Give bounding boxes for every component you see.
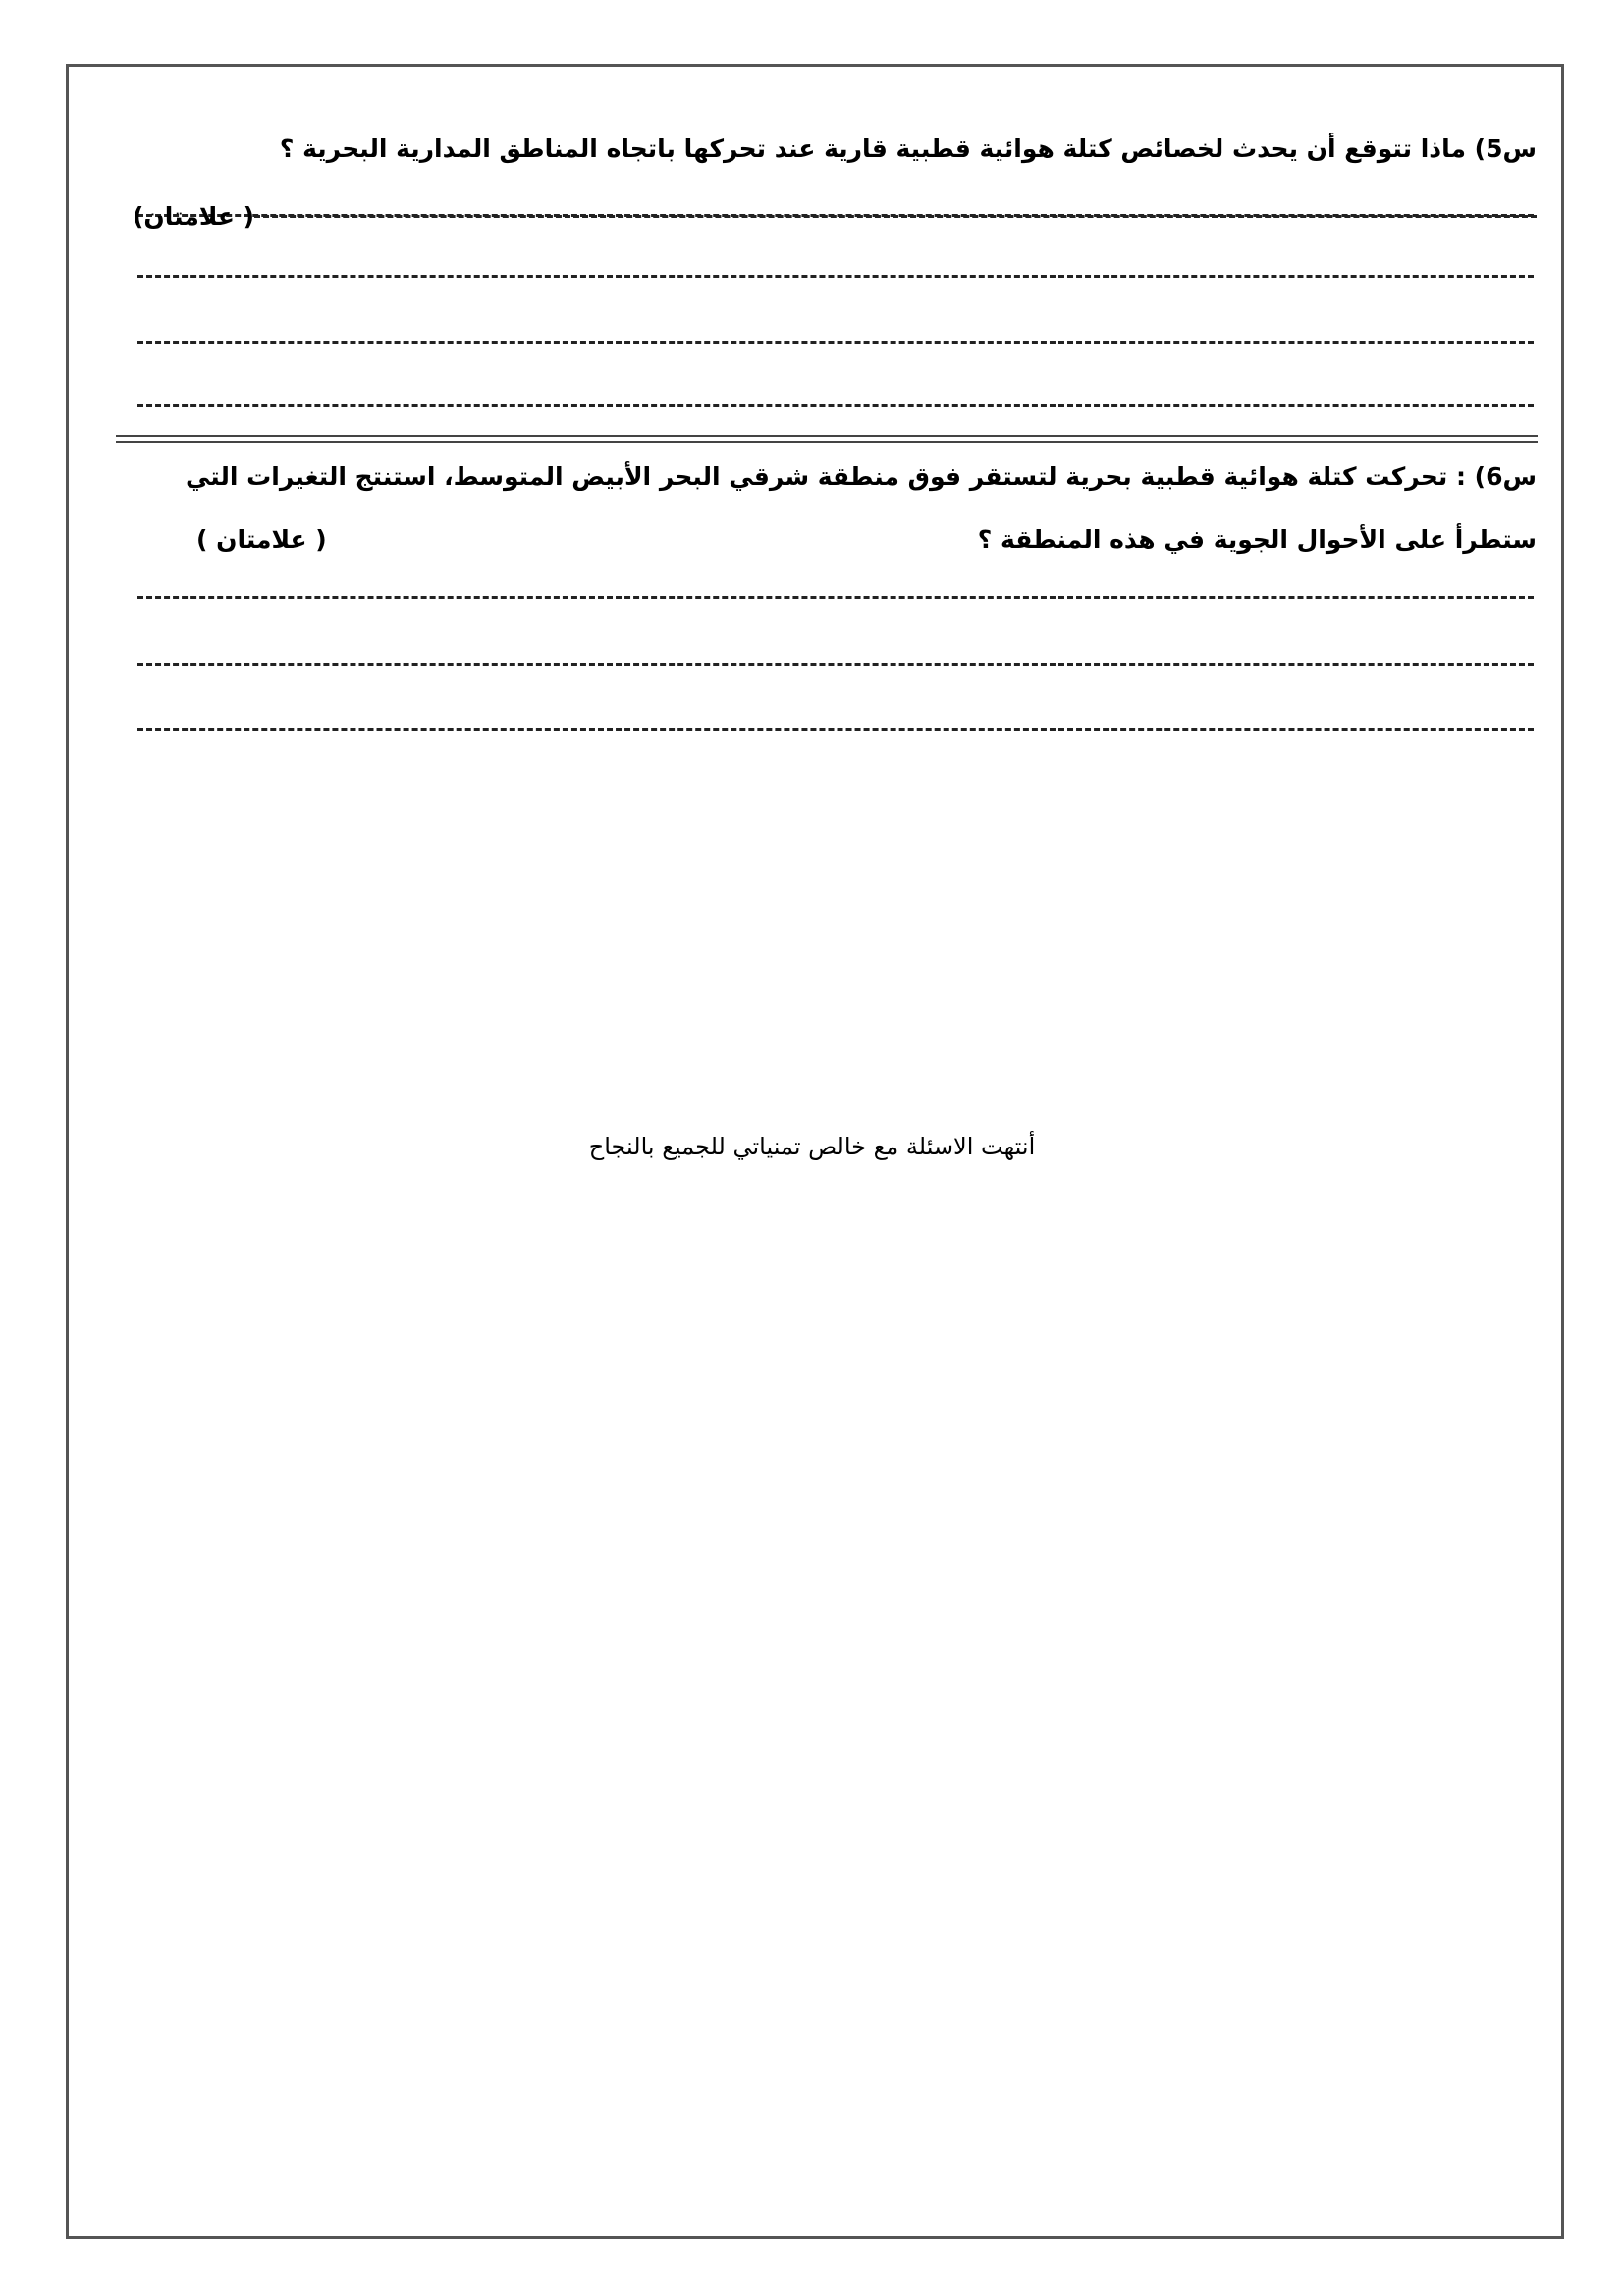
question-6-text-line-2: [196, 520, 1537, 560]
answer-line-5-1: [254, 215, 1537, 218]
section-separator: [116, 435, 1538, 437]
section-separator-secondary: [116, 441, 1538, 443]
question-6-line-2: ستطرأ على الأحوال الجوية في هذه المنطقة ؟: [977, 525, 1537, 554]
closing-message: أنتهت الاسئلة مع خالص تمنياتي للجميع بالنجاح: [588, 1133, 1036, 1160]
question-5-marks: ( علامتان): [133, 201, 255, 231]
question-6-text-line-1: س6) : تحركت كتلة هوائية قطبية بحرية لتستقر فوق منطقة شرقي البحر الأبيض المتوسط، استنتج التغيرات التي: [186, 462, 1537, 491]
answer-line-6-3: [137, 728, 1534, 731]
answer-line-5-4: [137, 404, 1534, 407]
answer-line-5-3: [137, 341, 1534, 344]
question-5-text: س5) ماذا تتوقع أن يحدث لخصائص كتلة هوائية قطبية قارية عند تحركها باتجاه المناطق المدارية البحرية ؟: [279, 134, 1537, 163]
question-6-marks: ( علامتان ): [196, 525, 327, 554]
answer-line-6-2: [137, 663, 1534, 666]
answer-line-5-2: [137, 275, 1534, 278]
answer-line-6-1: [137, 596, 1534, 599]
question-5-marks-row: [133, 196, 1537, 236]
